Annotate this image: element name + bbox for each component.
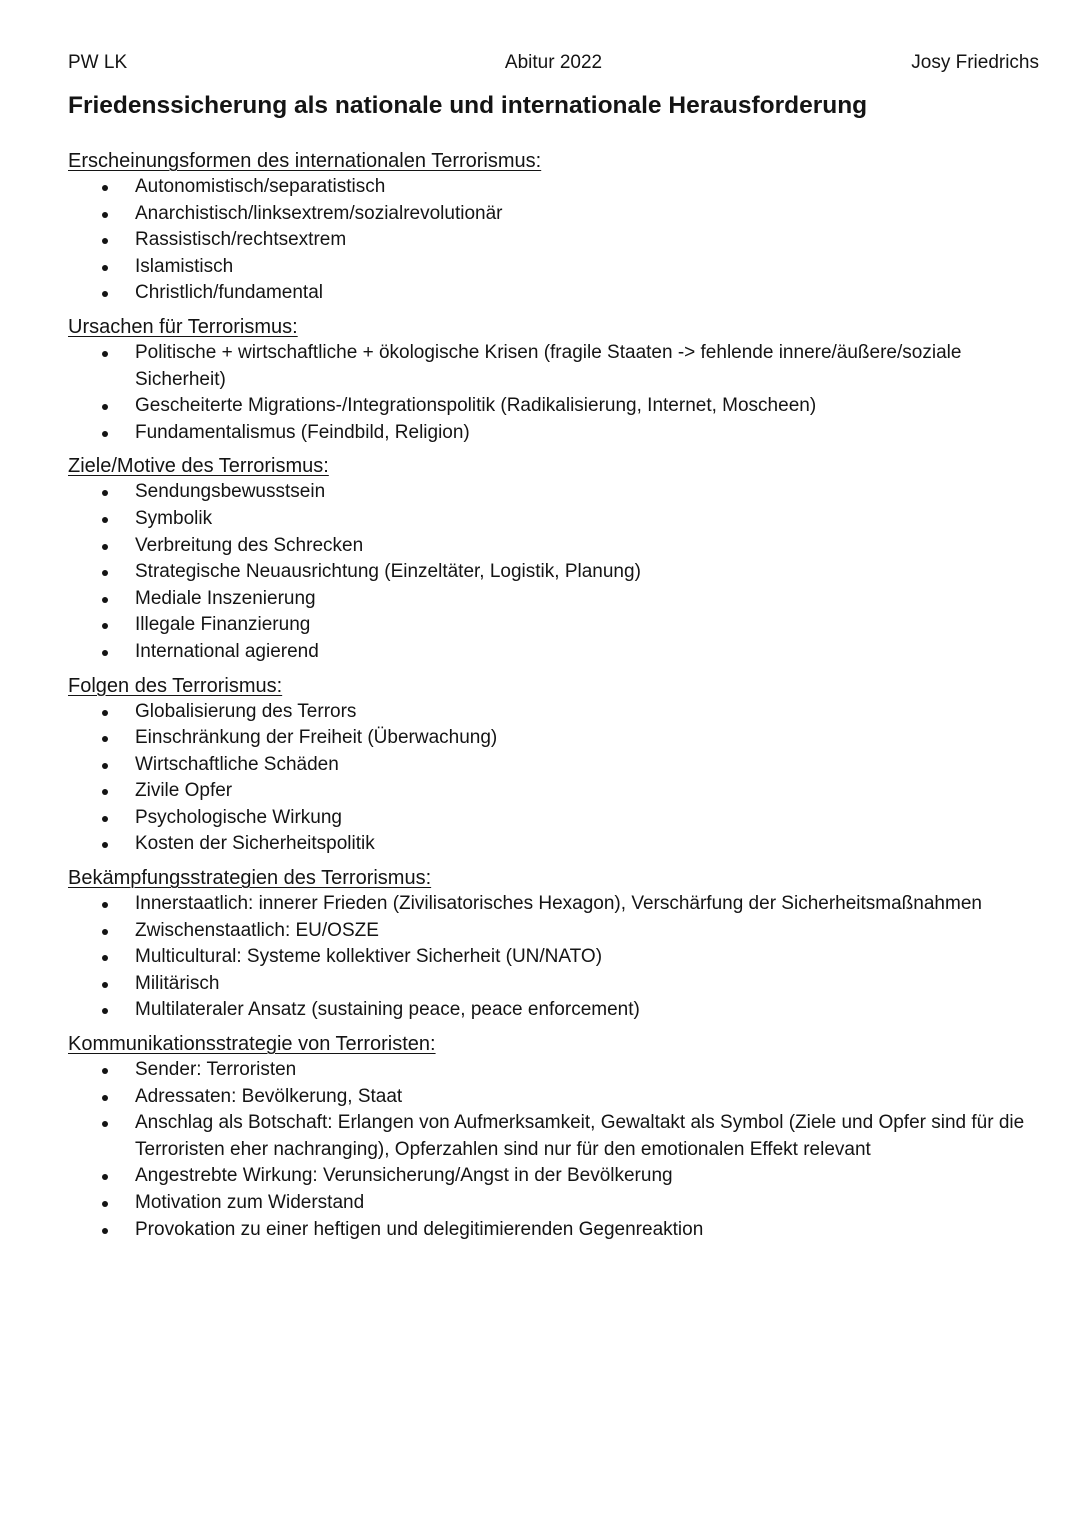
section-heading: Erscheinungsformen des internationalen Terrorismus: xyxy=(68,150,542,172)
section-ziele-motive xyxy=(68,453,1043,665)
list-item: Christlich/fundamental xyxy=(68,280,1043,307)
list-item: Motivation zum Widerstand xyxy=(68,1190,1043,1217)
section-erscheinungsformen xyxy=(68,148,1043,307)
bullet-list xyxy=(68,174,1043,307)
page-header xyxy=(68,50,1039,76)
list-item: Sender: Terroristen xyxy=(68,1057,1043,1084)
section-heading: Ziele/Motive des Terrorismus: xyxy=(68,455,329,478)
list-item: Multicultural: Systeme kollektiver Sicherheit (UN/NATO) xyxy=(68,944,1043,971)
list-item: Kosten der Sicherheitspolitik xyxy=(68,831,1043,858)
list-item: Wirtschaftliche Schäden xyxy=(68,752,1043,779)
section-ursachen xyxy=(68,314,1043,446)
list-item: Fundamentalismus (Feindbild, Religion) xyxy=(68,420,1043,447)
bullet-list xyxy=(68,340,1043,446)
list-item: Politische + wirtschaftliche + ökologische Krisen (fragile Staaten -> fehlende innere/äußere/soziale Sicherheit) xyxy=(68,340,1043,393)
list-item: Illegale Finanzierung xyxy=(68,612,1043,639)
list-item: Multilateraler Ansatz (sustaining peace, peace enforcement) xyxy=(68,997,1043,1024)
section-kommunikationsstrategie xyxy=(68,1031,1043,1243)
list-item: Innerstaatlich: innerer Frieden (Zivilisatorisches Hexagon), Verschärfung der Sicherheitsmaßnahmen xyxy=(68,891,1043,918)
header-exam: Abitur 2022 xyxy=(504,52,603,73)
section-heading: Folgen des Terrorismus: xyxy=(68,674,283,697)
list-item: Militärisch xyxy=(68,971,1043,998)
list-item: International agierend xyxy=(68,639,1043,666)
list-item: Anarchistisch/linksextrem/sozialrevolutionär xyxy=(68,201,1043,228)
list-item: Symbolik xyxy=(68,506,1043,533)
list-item: Mediale Inszenierung xyxy=(68,586,1043,613)
bullet-list xyxy=(68,479,1043,665)
list-item: Einschränkung der Freiheit (Überwachung) xyxy=(68,725,1043,752)
list-item: Rassistisch/rechtsextrem xyxy=(68,227,1043,254)
bullet-list xyxy=(68,699,1043,859)
list-item: Gescheiterte Migrations-/Integrationspolitik (Radikalisierung, Internet, Moscheen) xyxy=(68,393,1043,420)
section-heading: Ursachen für Terrorismus: xyxy=(68,315,298,338)
section-folgen xyxy=(68,673,1043,859)
header-course: PW LK xyxy=(68,52,128,73)
list-item: Autonomistisch/separatistisch xyxy=(68,174,1043,201)
section-heading: Kommunikationsstrategie von Terroristen: xyxy=(68,1033,436,1056)
document-title: Friedenssicherung als nationale und internationale Herausforderung xyxy=(68,92,868,119)
list-item: Anschlag als Botschaft: Erlangen von Aufmerksamkeit, Gewaltakt als Symbol (Ziele und Opfer sind für die Terroristen eher nachranging), Opferzahlen sind nur für den emotionalen Effekt relevant xyxy=(68,1110,1043,1163)
list-item: Provokation zu einer heftigen und delegitimierenden Gegenreaktion xyxy=(68,1217,1043,1244)
list-item: Islamistisch xyxy=(68,254,1043,281)
list-item: Angestrebte Wirkung: Verunsicherung/Angst in der Bevölkerung xyxy=(68,1163,1043,1190)
section-heading: Bekämpfungsstrategien des Terrorismus: xyxy=(68,867,432,890)
list-item: Verbreitung des Schrecken xyxy=(68,533,1043,560)
list-item: Psychologische Wirkung xyxy=(68,805,1043,832)
header-author: Josy Friedrichs xyxy=(911,52,1039,73)
bullet-list xyxy=(68,1057,1043,1243)
list-item: Zwischenstaatlich: EU/OSZE xyxy=(68,918,1043,945)
bullet-list xyxy=(68,891,1043,1024)
section-bekaempfungsstrategien xyxy=(68,865,1043,1024)
document-content xyxy=(68,148,1043,1250)
list-item: Globalisierung des Terrors xyxy=(68,699,1043,726)
list-item: Strategische Neuausrichtung (Einzeltäter, Logistik, Planung) xyxy=(68,559,1043,586)
list-item: Sendungsbewusstsein xyxy=(68,479,1043,506)
list-item: Adressaten: Bevölkerung, Staat xyxy=(68,1084,1043,1111)
list-item: Zivile Opfer xyxy=(68,778,1043,805)
